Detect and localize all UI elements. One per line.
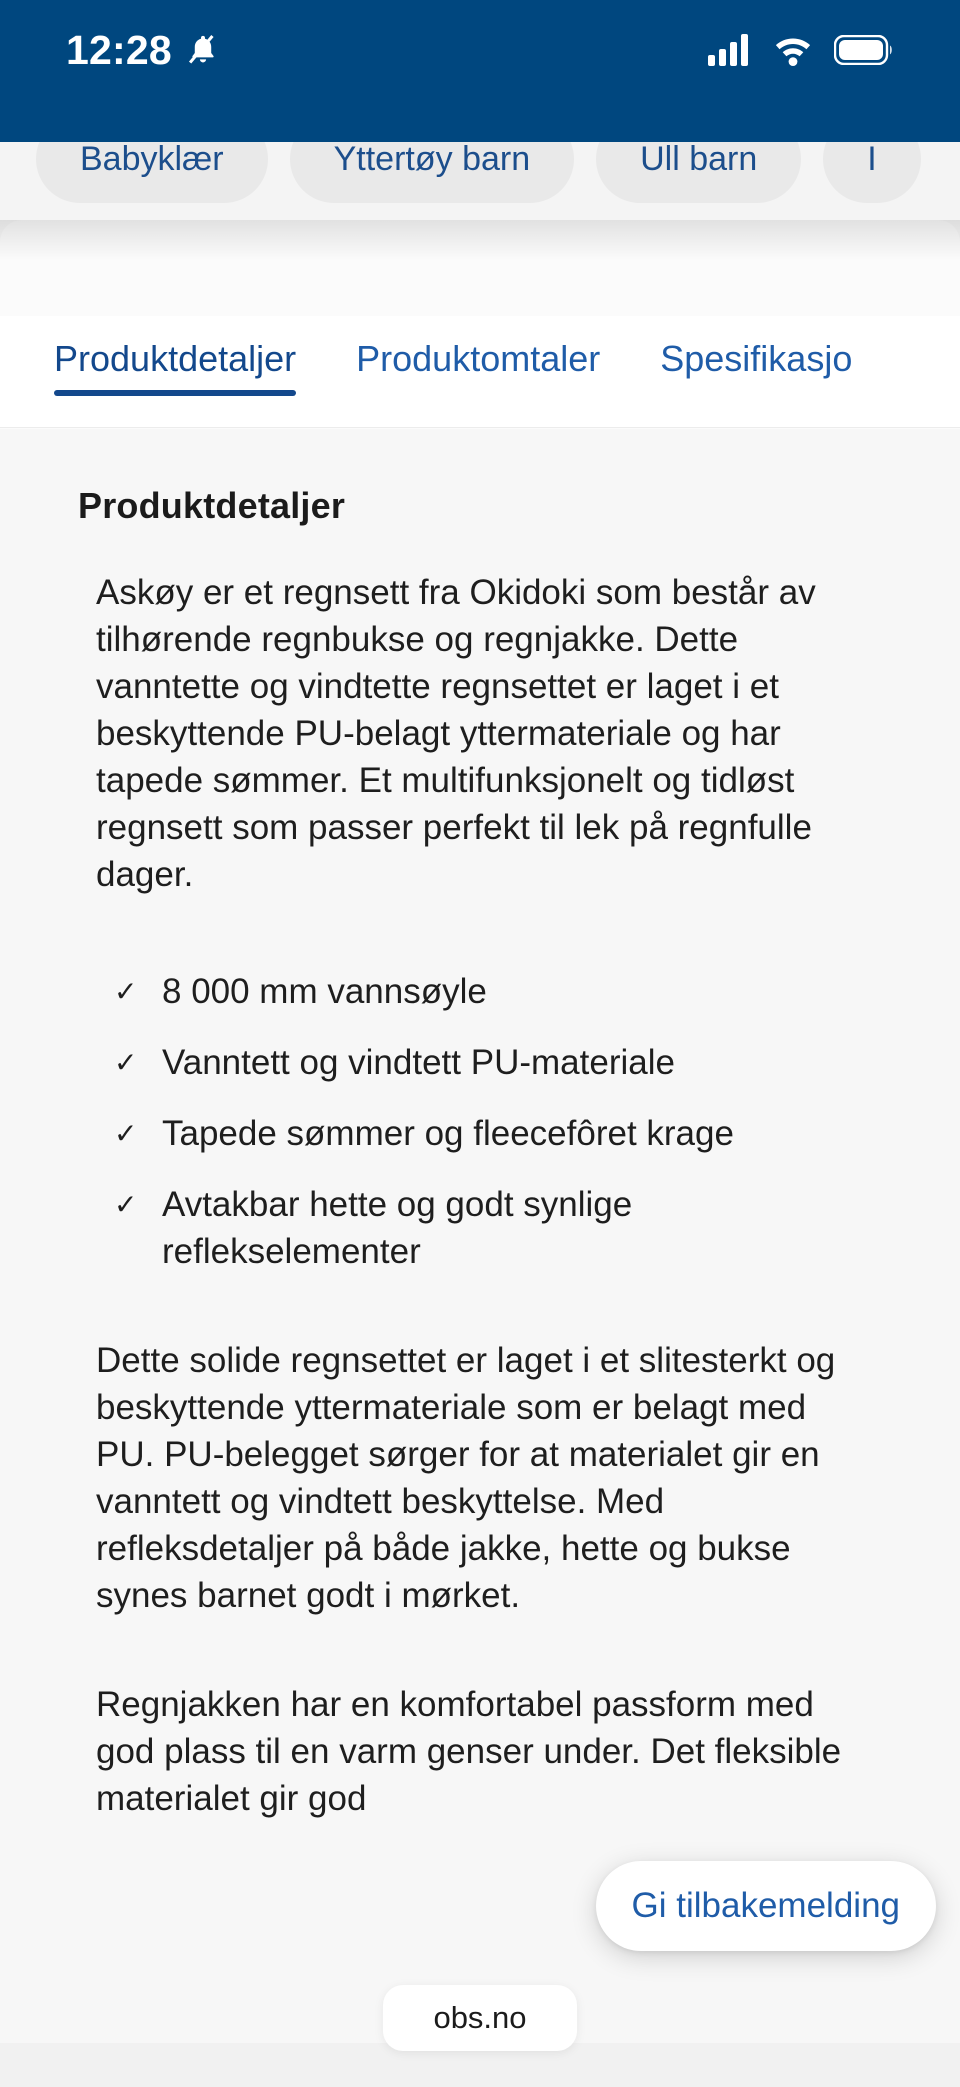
clock-time: 12:28	[66, 26, 172, 73]
list-item	[114, 1039, 882, 1086]
description-paragraph-3: Regnjakken har en komfortabel passform med god plass til en varm genser under. Det fleksible materialet gir god	[96, 1685, 842, 1818]
check-icon: ✓	[114, 1118, 138, 1149]
bell-muted-icon	[186, 33, 220, 67]
feature-label: Tapede sømmer og fleecefôret krage	[162, 1114, 734, 1153]
chip-label: Babyklær	[80, 142, 224, 178]
tab-label: Spesifikasjo	[660, 338, 853, 379]
chip-partial[interactable]	[823, 142, 920, 203]
tab-label: Produktdetaljer	[54, 338, 297, 379]
chip-babyklar[interactable]	[36, 142, 268, 203]
feature-list	[96, 968, 882, 1275]
list-item	[114, 968, 882, 1015]
feature-label: Vanntett og vindtett PU-materiale	[162, 1043, 675, 1082]
battery-full-icon	[834, 35, 894, 65]
wifi-icon	[772, 34, 814, 66]
chip-label: Ull barn	[640, 142, 758, 178]
domain-label: obs.no	[433, 2000, 527, 2035]
chip-yttertoy-barn[interactable]	[290, 142, 575, 203]
product-details-content	[0, 429, 960, 2087]
category-chips-scroller[interactable]	[0, 142, 960, 198]
check-icon: ✓	[114, 976, 138, 1007]
domain-badge	[383, 1985, 577, 2051]
description-paragraph-1: Askøy er et regnsett fra Okidoki som består av tilhørende regnbukse og regnjakke. Dette vanntette og vindtette regnsettet er laget i et beskyttende PU-belagt yttermateriale og har tapede sømmer. Et multifunksjonelt og tidløst regnsett som passer perfekt til lek på regnfulle dager.	[96, 573, 816, 894]
feature-label: Avtakbar hette og godt synlige reflekselementer	[162, 1185, 633, 1271]
product-tab-bar	[0, 316, 960, 428]
tab-spesifikasjoner[interactable]	[660, 316, 852, 402]
status-bar	[0, 0, 960, 142]
category-chips-row	[0, 142, 960, 220]
tab-active-underline	[54, 390, 296, 396]
chip-label: Yttertøy barn	[333, 142, 531, 178]
status-bar-right	[708, 34, 894, 66]
chip-label: I	[867, 142, 877, 178]
feature-label: 8 000 mm vannsøyle	[162, 972, 487, 1011]
chip-ull-barn[interactable]	[596, 142, 801, 203]
check-icon: ✓	[114, 1189, 138, 1220]
tab-label: Produktomtaler	[356, 338, 601, 379]
tab-produktdetaljer[interactable]	[54, 316, 296, 402]
feedback-button[interactable]	[596, 1861, 936, 1951]
cellular-signal-icon	[708, 34, 752, 66]
tab-produktomtaler[interactable]	[356, 316, 600, 402]
page-title: Produktdetaljer	[78, 485, 346, 526]
list-item	[114, 1110, 882, 1157]
feedback-button-label: Gi tilbakemelding	[631, 1886, 900, 1925]
status-bar-left	[66, 26, 220, 73]
product-description-body	[0, 569, 960, 1822]
check-icon: ✓	[114, 1047, 138, 1078]
list-item	[114, 1181, 882, 1275]
description-paragraph-2: Dette solide regnsettet er laget i et slitesterkt og beskyttende yttermateriale som er belagt med PU. PU-belegget sørger for at materialet gir en vanntett og vindtett beskyttelse. Med refleksdetaljer på både jakke, hette og bukse synes barnet godt i mørket.	[96, 1341, 836, 1615]
